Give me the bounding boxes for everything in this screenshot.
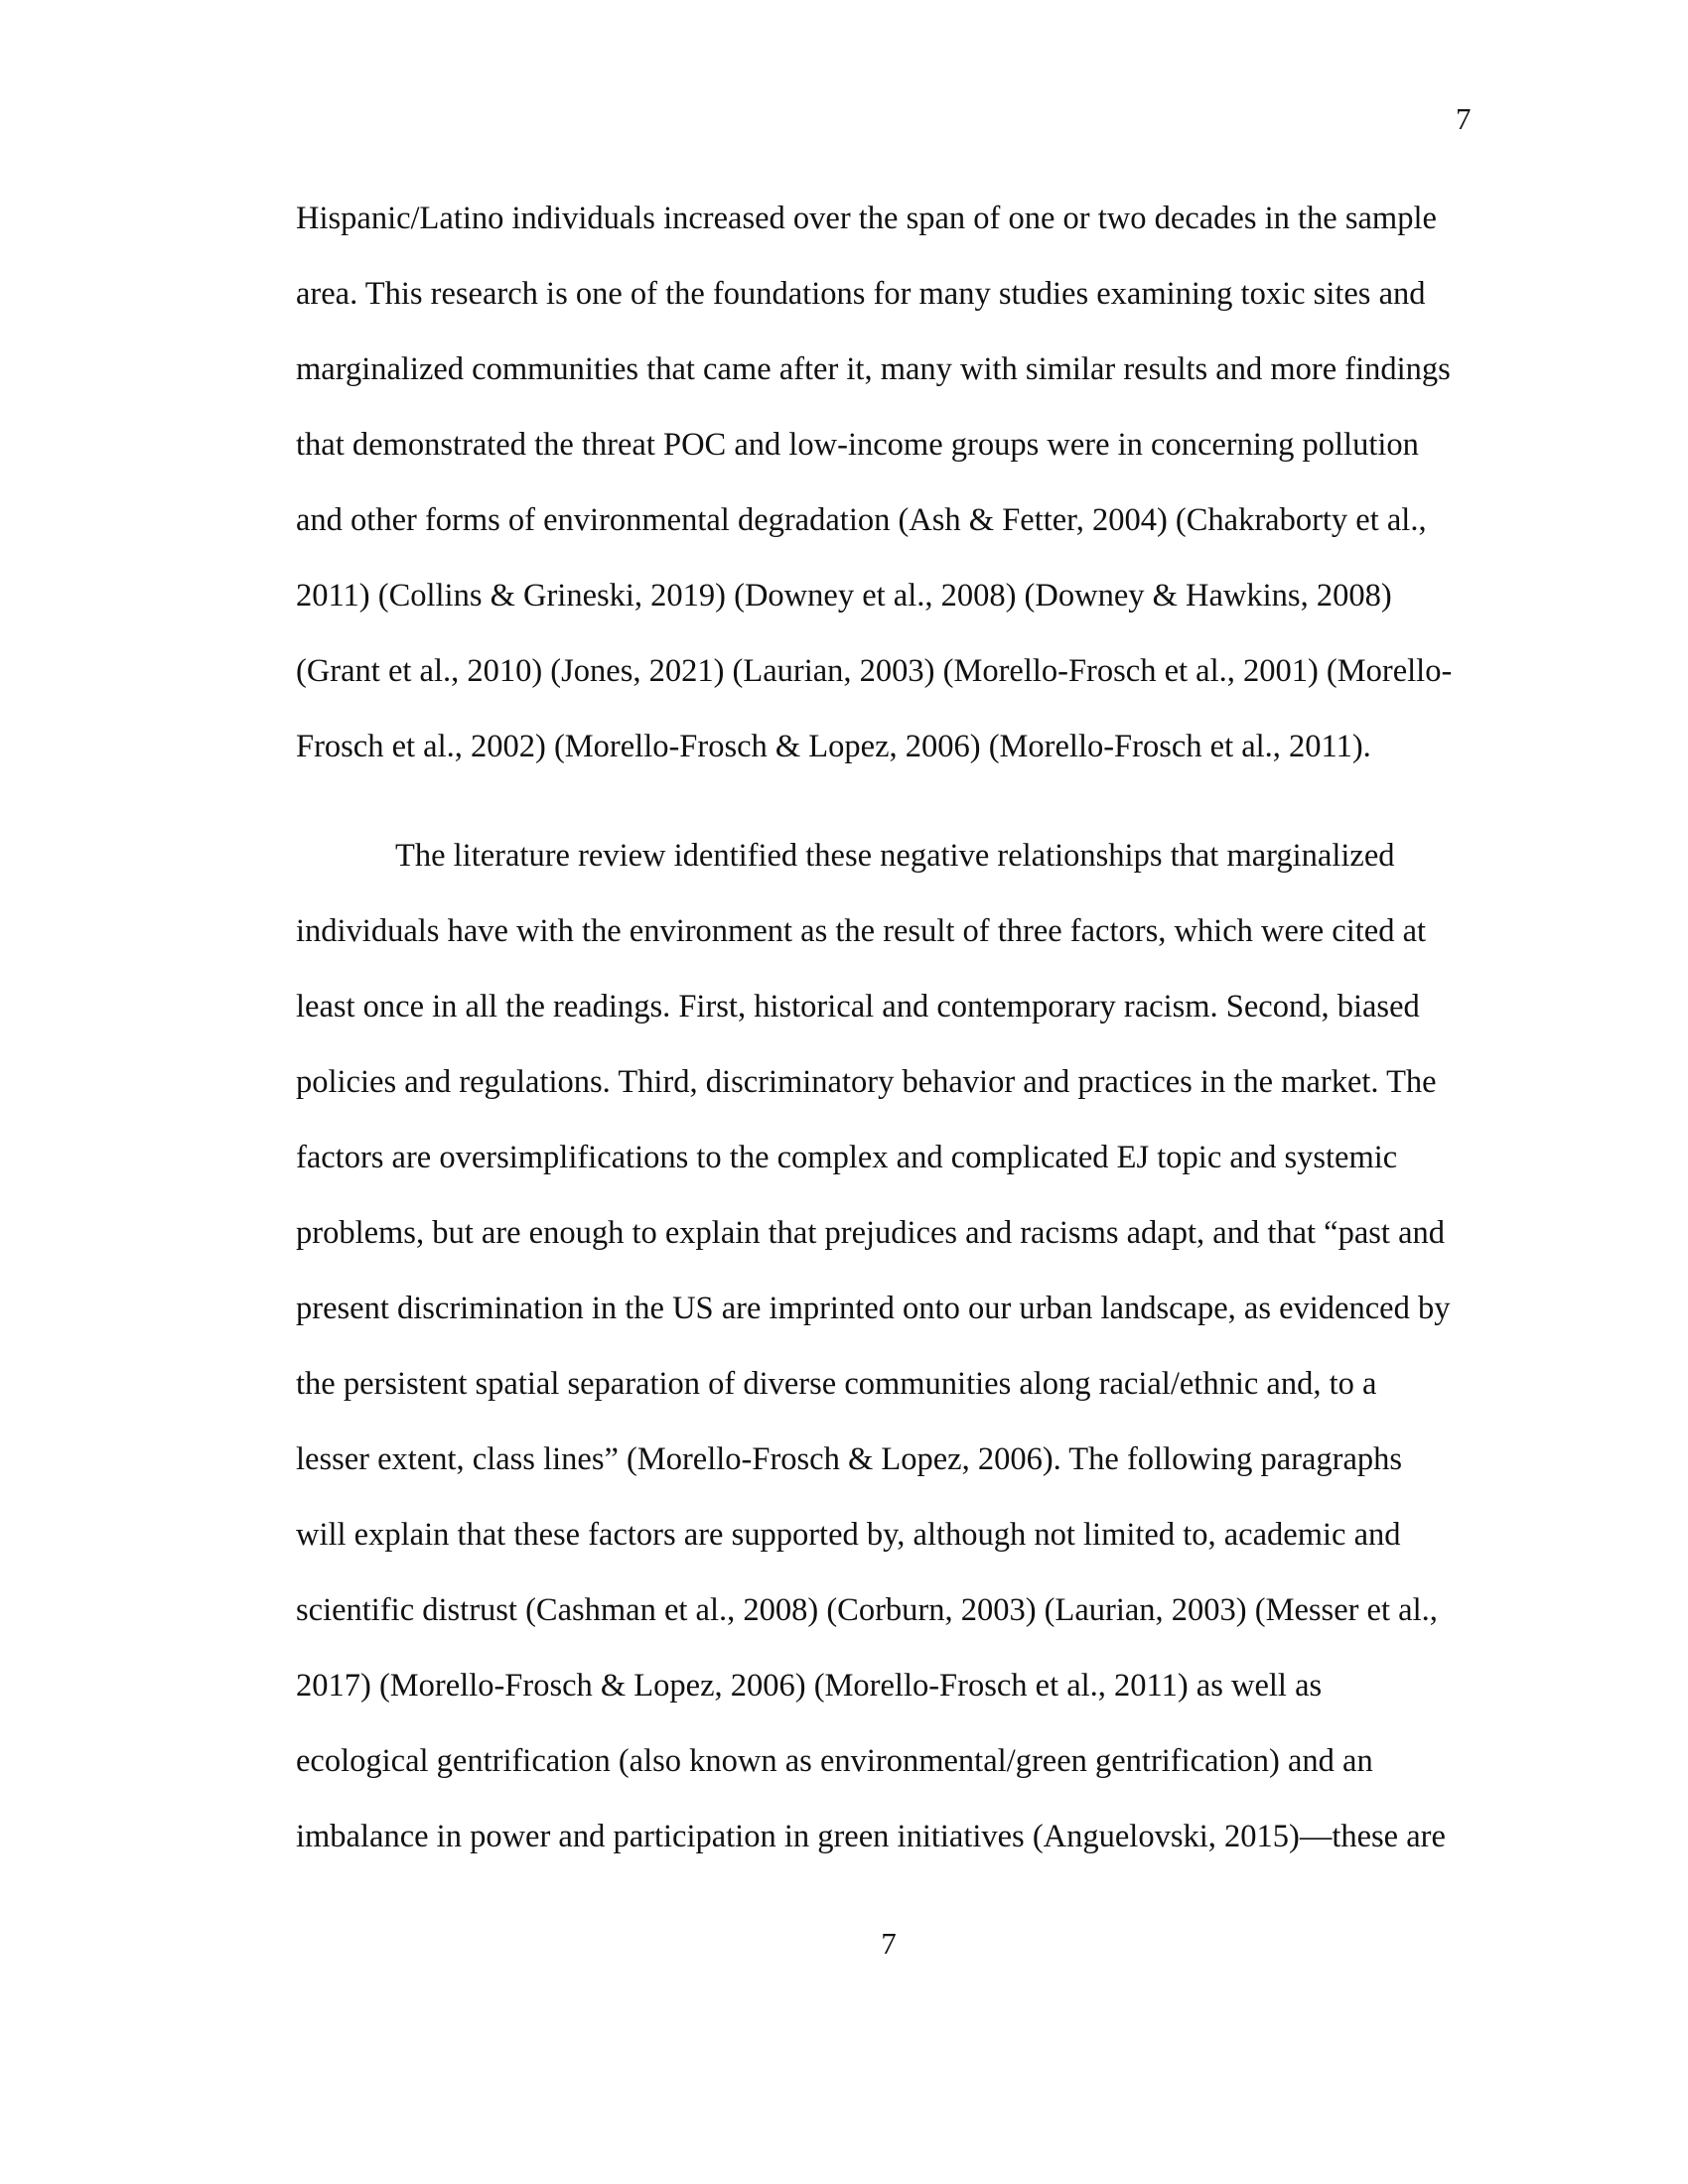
text-line: problems, but are enough to explain that prejudices and racisms adapt, and that “past and <box>296 1215 1446 1251</box>
text-line: scientific distrust (Cashman et al., 2008) (Corburn, 2003) (Laurian, 2003) (Messer et al., <box>296 1592 1438 1628</box>
text-line: 2011) (Collins & Grineski, 2019) (Downey et al., 2008) (Downey & Hawkins, 2008) <box>296 578 1392 614</box>
text-line: ecological gentrification (also known as environmental/green gentrification) and an <box>296 1743 1373 1779</box>
text-line: Hispanic/Latino individuals increased over the span of one or two decades in the sample <box>296 201 1437 236</box>
text-line: imbalance in power and participation in green initiatives (Anguelovski, 2015)—these are <box>296 1819 1446 1854</box>
text-line: will explain that these factors are supported by, although not limited to, academic and <box>296 1517 1401 1553</box>
text-line: Frosch et al., 2002) (Morello-Frosch & Lopez, 2006) (Morello-Frosch et al., 2011). <box>296 729 1371 764</box>
text-line: marginalized communities that came after it, many with similar results and more findings <box>296 351 1451 387</box>
text-line: lesser extent, class lines” (Morello-Frosch & Lopez, 2006). The following paragraphs <box>296 1441 1403 1477</box>
text-line: factors are oversimplifications to the complex and complicated EJ topic and systemic <box>296 1140 1398 1175</box>
header-page-number: 7 <box>1456 101 1472 136</box>
text-line: least once in all the readings. First, historical and contemporary racism. Second, biased <box>296 989 1420 1024</box>
text-line: The literature review identified these negative relationships that marginalized <box>395 838 1395 874</box>
text-line: (Grant et al., 2010) (Jones, 2021) (Laurian, 2003) (Morello-Frosch et al., 2001) (Morello- <box>296 653 1453 689</box>
text-line: policies and regulations. Third, discriminatory behavior and practices in the market. The <box>296 1064 1437 1100</box>
text-line: area. This research is one of the foundations for many studies examining toxic sites and <box>296 276 1426 312</box>
footer-page-number: 7 <box>881 1926 897 1961</box>
text-line: and other forms of environmental degradation (Ash & Fetter, 2004) (Chakraborty et al., <box>296 502 1427 538</box>
text-line: present discrimination in the US are imprinted onto our urban landscape, as evidenced by <box>296 1291 1451 1326</box>
text-line: individuals have with the environment as the result of three factors, which were cited at <box>296 913 1427 949</box>
text-line: the persistent spatial separation of diverse communities along racial/ethnic and, to a <box>296 1366 1377 1402</box>
text-line: that demonstrated the threat POC and low-income groups were in concerning pollution <box>296 427 1419 463</box>
text-line: 2017) (Morello-Frosch & Lopez, 2006) (Morello-Frosch et al., 2011) as well as <box>296 1668 1323 1704</box>
